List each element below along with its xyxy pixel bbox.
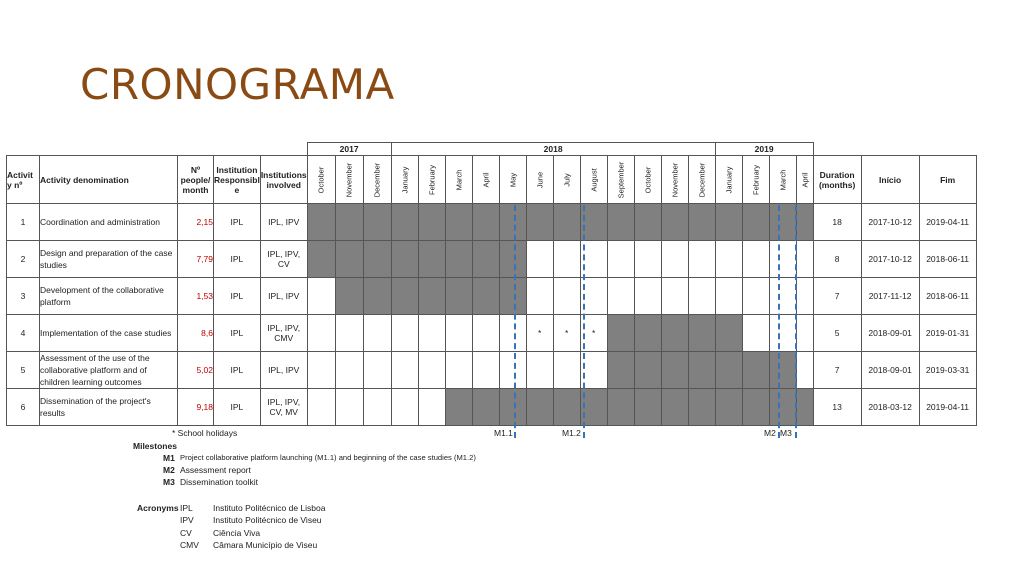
month-label: August <box>589 167 599 192</box>
activity-no: 1 <box>7 204 40 241</box>
milestone-label-m3: M3 <box>780 428 792 438</box>
activity-name: Assessment of the use of the collaborative platform and of children learning outcomes <box>40 352 178 389</box>
gantt-empty-cell <box>445 352 472 389</box>
gantt-bar-cell <box>391 204 418 241</box>
month-header <box>472 156 499 204</box>
end-date: 2019-03-31 <box>919 352 976 389</box>
gantt-bar-cell <box>715 315 742 352</box>
month-label: February <box>427 164 437 195</box>
institutions-involved: IPL, IPV, CV <box>260 241 307 278</box>
duration: 7 <box>813 278 861 315</box>
gantt-empty-cell: * <box>526 315 553 352</box>
milestone-label-m1-1: M1.1 <box>494 428 513 438</box>
institution: IPL <box>214 241 261 278</box>
gantt-empty-cell <box>363 315 391 352</box>
milestones-label: Milestones <box>133 441 177 451</box>
start-date: 2017-11-12 <box>861 278 919 315</box>
milestone-label-m2: M2 <box>764 428 776 438</box>
gantt-empty-cell <box>742 315 769 352</box>
acronym-code: CMV <box>180 540 199 550</box>
activity-name: Development of the collaborative platform <box>40 278 178 315</box>
activity-no: 2 <box>7 241 40 278</box>
gantt-empty-cell <box>472 352 499 389</box>
gantt-empty-cell <box>526 241 553 278</box>
gantt-bar-cell <box>418 278 445 315</box>
activity-name: Design and preparation of the case studies <box>40 241 178 278</box>
gantt-empty-cell <box>526 278 553 315</box>
month-header <box>634 156 661 204</box>
gantt-bar-cell <box>742 389 769 426</box>
end-date: 2019-04-11 <box>919 204 976 241</box>
activity-row <box>7 204 977 241</box>
gantt-bar-cell <box>391 278 418 315</box>
milestone-code: M2 <box>163 465 175 475</box>
gantt-bar-cell <box>688 352 715 389</box>
gantt-bar-cell <box>335 204 363 241</box>
month-header <box>580 156 607 204</box>
activity-no: 6 <box>7 389 40 426</box>
gantt-bar-cell <box>472 389 499 426</box>
activity-row <box>7 389 977 426</box>
duration-header: Duration (months) <box>813 156 861 204</box>
gantt-bar-cell <box>769 204 796 241</box>
gantt-bar-cell <box>796 204 813 241</box>
gantt-bar-cell <box>661 204 688 241</box>
gantt-bar-cell <box>499 278 526 315</box>
month-label: October <box>316 166 326 193</box>
duration: 7 <box>813 352 861 389</box>
gantt-bar-cell <box>553 389 580 426</box>
activity-name: Coordination and administration <box>40 204 178 241</box>
gantt-empty-cell <box>499 352 526 389</box>
schedule-table <box>6 142 977 426</box>
end-date: 2018-06-11 <box>919 241 976 278</box>
gantt-empty-cell <box>307 389 335 426</box>
gantt-bar-cell <box>688 315 715 352</box>
gantt-bar-cell <box>634 352 661 389</box>
gantt-bar-cell <box>363 204 391 241</box>
gantt-empty-cell <box>418 315 445 352</box>
gantt-bar-cell <box>418 204 445 241</box>
start-header: Início <box>861 156 919 204</box>
gantt-bar-cell <box>445 204 472 241</box>
activity-row <box>7 241 977 278</box>
gantt-empty-cell <box>769 241 796 278</box>
gantt-bar-cell <box>634 389 661 426</box>
gantt-bar-cell <box>472 204 499 241</box>
activity-no: 5 <box>7 352 40 389</box>
gantt-bar-cell <box>445 389 472 426</box>
gantt-empty-cell <box>742 278 769 315</box>
institution: IPL <box>214 352 261 389</box>
month-header <box>742 156 769 204</box>
month-label: December <box>372 162 382 197</box>
month-label: January <box>724 166 734 193</box>
duration: 8 <box>813 241 861 278</box>
month-header-row <box>7 156 977 204</box>
activity-no: 4 <box>7 315 40 352</box>
month-header <box>715 156 742 204</box>
acronym-code: CV <box>180 528 192 538</box>
activity-no: 3 <box>7 278 40 315</box>
people-month: 9,18 <box>178 389 214 426</box>
month-header <box>553 156 580 204</box>
gantt-empty-cell <box>418 389 445 426</box>
institution: IPL <box>214 204 261 241</box>
activity-name: Dissemination of the project's results <box>40 389 178 426</box>
end-date: 2019-04-11 <box>919 389 976 426</box>
people-month: 8,6 <box>178 315 214 352</box>
duration: 18 <box>813 204 861 241</box>
milestone-code: M1 <box>163 453 175 463</box>
end-header: Fim <box>919 156 976 204</box>
gantt-empty-cell <box>796 315 813 352</box>
gantt-empty-cell: * <box>580 315 607 352</box>
acronym-desc: Ciência Viva <box>213 528 261 538</box>
gantt-empty-cell <box>553 278 580 315</box>
start-date: 2017-10-12 <box>861 241 919 278</box>
gantt-bar-cell <box>769 352 796 389</box>
gantt-empty-cell <box>363 389 391 426</box>
gantt-bar-cell <box>335 278 363 315</box>
gantt-empty-cell <box>607 241 634 278</box>
activity-name-header: Activity denomination <box>40 156 178 204</box>
gantt-bar-cell <box>307 204 335 241</box>
end-date: 2019-01-31 <box>919 315 976 352</box>
gantt-bar-cell <box>607 315 634 352</box>
month-label: November <box>670 162 680 197</box>
month-label: December <box>697 162 707 197</box>
month-header <box>307 156 335 204</box>
gantt-empty-cell <box>796 278 813 315</box>
start-date: 2017-10-12 <box>861 204 919 241</box>
acronyms-label: Acronyms <box>137 503 179 513</box>
gantt-bar-cell <box>796 389 813 426</box>
gantt-bar-cell <box>742 204 769 241</box>
gantt-bar-cell <box>607 389 634 426</box>
year-2018: 2018 <box>391 143 715 156</box>
people-month: 7,79 <box>178 241 214 278</box>
institutions-involved: IPL, IPV <box>260 352 307 389</box>
month-label: November <box>344 162 354 197</box>
month-header <box>607 156 634 204</box>
gantt-empty-cell <box>472 315 499 352</box>
gantt-bar-cell <box>499 389 526 426</box>
month-header <box>769 156 796 204</box>
milestone-line-m3 <box>795 205 797 438</box>
gantt-empty-cell <box>307 315 335 352</box>
gantt-bar-cell <box>391 241 418 278</box>
start-date: 2018-09-01 <box>861 352 919 389</box>
gantt-bar-cell <box>742 352 769 389</box>
milestone-line-m2 <box>778 205 780 438</box>
milestone-desc: Assessment report <box>180 465 251 475</box>
school-holidays-note: * School holidays <box>172 428 238 438</box>
gantt-bar-cell <box>715 204 742 241</box>
gantt-empty-cell <box>796 241 813 278</box>
gantt-bar-cell <box>363 278 391 315</box>
gantt-empty-cell <box>688 278 715 315</box>
month-label: March <box>454 169 464 190</box>
gantt-bar-cell <box>335 241 363 278</box>
gantt-empty-cell <box>391 352 418 389</box>
people-month: 2,15 <box>178 204 214 241</box>
gantt-bar-cell <box>688 389 715 426</box>
activity-name: Implementation of the case studies <box>40 315 178 352</box>
start-date: 2018-09-01 <box>861 315 919 352</box>
gantt-bar-cell <box>499 241 526 278</box>
acronym-code: IPL <box>180 503 193 513</box>
gantt-bar-cell <box>634 315 661 352</box>
gantt-empty-cell <box>688 241 715 278</box>
gantt-bar-cell <box>661 315 688 352</box>
gantt-empty-cell <box>634 278 661 315</box>
gantt-empty-cell <box>499 315 526 352</box>
gantt-bar-cell <box>472 241 499 278</box>
institution: IPL <box>214 389 261 426</box>
duration: 13 <box>813 389 861 426</box>
month-label: July <box>562 172 572 187</box>
gantt-empty-cell <box>715 278 742 315</box>
gantt-empty-cell <box>526 352 553 389</box>
gantt-bar-cell <box>445 241 472 278</box>
institutions-involved: IPL, IPV, CMV <box>260 315 307 352</box>
gantt-empty-cell <box>769 278 796 315</box>
gantt-empty-cell <box>661 278 688 315</box>
gantt-bar-cell <box>715 352 742 389</box>
milestone-desc: Project collaborative platform launching (M1.1) and beginning of the case studies (M1.2) <box>180 453 476 462</box>
institution: IPL <box>214 315 261 352</box>
year-2017: 2017 <box>307 143 391 156</box>
activity-row <box>7 352 977 389</box>
activity-row <box>7 315 977 352</box>
gantt-bar-cell <box>688 204 715 241</box>
month-label: May <box>508 172 518 187</box>
gantt-empty-cell <box>445 315 472 352</box>
gantt-empty-cell <box>307 352 335 389</box>
acronym-desc: Instituto Politécnico de Lisboa <box>213 503 326 513</box>
gantt-bar-cell <box>418 241 445 278</box>
milestone-code: M3 <box>163 477 175 487</box>
end-date: 2018-06-11 <box>919 278 976 315</box>
milestone-desc: Dissemination toolkit <box>180 477 258 487</box>
acronym-desc: Instituto Politécnico de Viseu <box>213 515 322 525</box>
gantt-bar-cell <box>607 352 634 389</box>
institution-header: Institution Responsibl e <box>214 156 261 204</box>
gantt-empty-cell <box>418 352 445 389</box>
month-header <box>418 156 445 204</box>
acronym-desc: Câmara Município de Viseu <box>213 540 318 550</box>
gantt-bar-cell <box>472 278 499 315</box>
gantt-empty-cell <box>769 315 796 352</box>
institutions-involved: IPL, IPV <box>260 278 307 315</box>
page-title: CRONOGRAMA <box>80 60 395 109</box>
gantt-bar-cell <box>307 241 335 278</box>
people-month-header: Nº people/ month <box>178 156 214 204</box>
month-header <box>335 156 363 204</box>
month-header <box>363 156 391 204</box>
month-header <box>391 156 418 204</box>
institution: IPL <box>214 278 261 315</box>
gantt-empty-cell <box>715 241 742 278</box>
gantt-empty-cell <box>742 241 769 278</box>
month-header <box>499 156 526 204</box>
month-header <box>796 156 813 204</box>
month-label: June <box>535 171 545 188</box>
month-label: April <box>800 171 810 188</box>
gantt-empty-cell <box>335 389 363 426</box>
year-header-row <box>7 143 977 156</box>
milestone-line-m1-2 <box>583 205 585 438</box>
gantt-bar-cell <box>526 204 553 241</box>
milestone-line-m1-1 <box>514 205 516 438</box>
gantt-bar-cell <box>445 278 472 315</box>
gantt-bar-cell <box>715 389 742 426</box>
month-label: April <box>481 171 491 188</box>
gantt-bar-cell <box>769 389 796 426</box>
gantt-bar-cell <box>661 352 688 389</box>
gantt-empty-cell <box>363 352 391 389</box>
gantt-empty-cell <box>796 352 813 389</box>
month-label: January <box>400 166 410 193</box>
gantt-empty-cell <box>553 352 580 389</box>
gantt-bar-cell <box>661 389 688 426</box>
year-2019: 2019 <box>715 143 813 156</box>
gantt-empty-cell: * <box>553 315 580 352</box>
month-label: March <box>778 169 788 190</box>
month-label: February <box>751 164 761 195</box>
gantt-bar-cell <box>634 204 661 241</box>
gantt-empty-cell <box>553 241 580 278</box>
month-header <box>445 156 472 204</box>
involved-header: Institutions involved <box>260 156 307 204</box>
gantt-bar-cell <box>499 204 526 241</box>
month-header <box>688 156 715 204</box>
people-month: 1,53 <box>178 278 214 315</box>
gantt-bar-cell <box>553 204 580 241</box>
start-date: 2018-03-12 <box>861 389 919 426</box>
activity-no-header: Activit y nº <box>7 156 40 204</box>
gantt-empty-cell <box>391 389 418 426</box>
activity-row <box>7 278 977 315</box>
gantt-empty-cell <box>634 241 661 278</box>
institutions-involved: IPL, IPV <box>260 204 307 241</box>
institutions-involved: IPL, IPV, CV, MV <box>260 389 307 426</box>
gantt-bar-cell <box>363 241 391 278</box>
gantt-bar-cell <box>607 204 634 241</box>
month-label: September <box>616 161 626 198</box>
gantt-empty-cell <box>661 241 688 278</box>
gantt-bar-cell <box>526 389 553 426</box>
gantt-empty-cell <box>391 315 418 352</box>
gantt-empty-cell <box>307 278 335 315</box>
gantt-empty-cell <box>335 315 363 352</box>
gantt-empty-cell <box>335 352 363 389</box>
month-header <box>661 156 688 204</box>
gantt-empty-cell <box>607 278 634 315</box>
month-header <box>526 156 553 204</box>
acronym-code: IPV <box>180 515 194 525</box>
month-label: October <box>643 166 653 193</box>
milestone-label-m1-2: M1.2 <box>562 428 581 438</box>
people-month: 5,02 <box>178 352 214 389</box>
duration: 5 <box>813 315 861 352</box>
